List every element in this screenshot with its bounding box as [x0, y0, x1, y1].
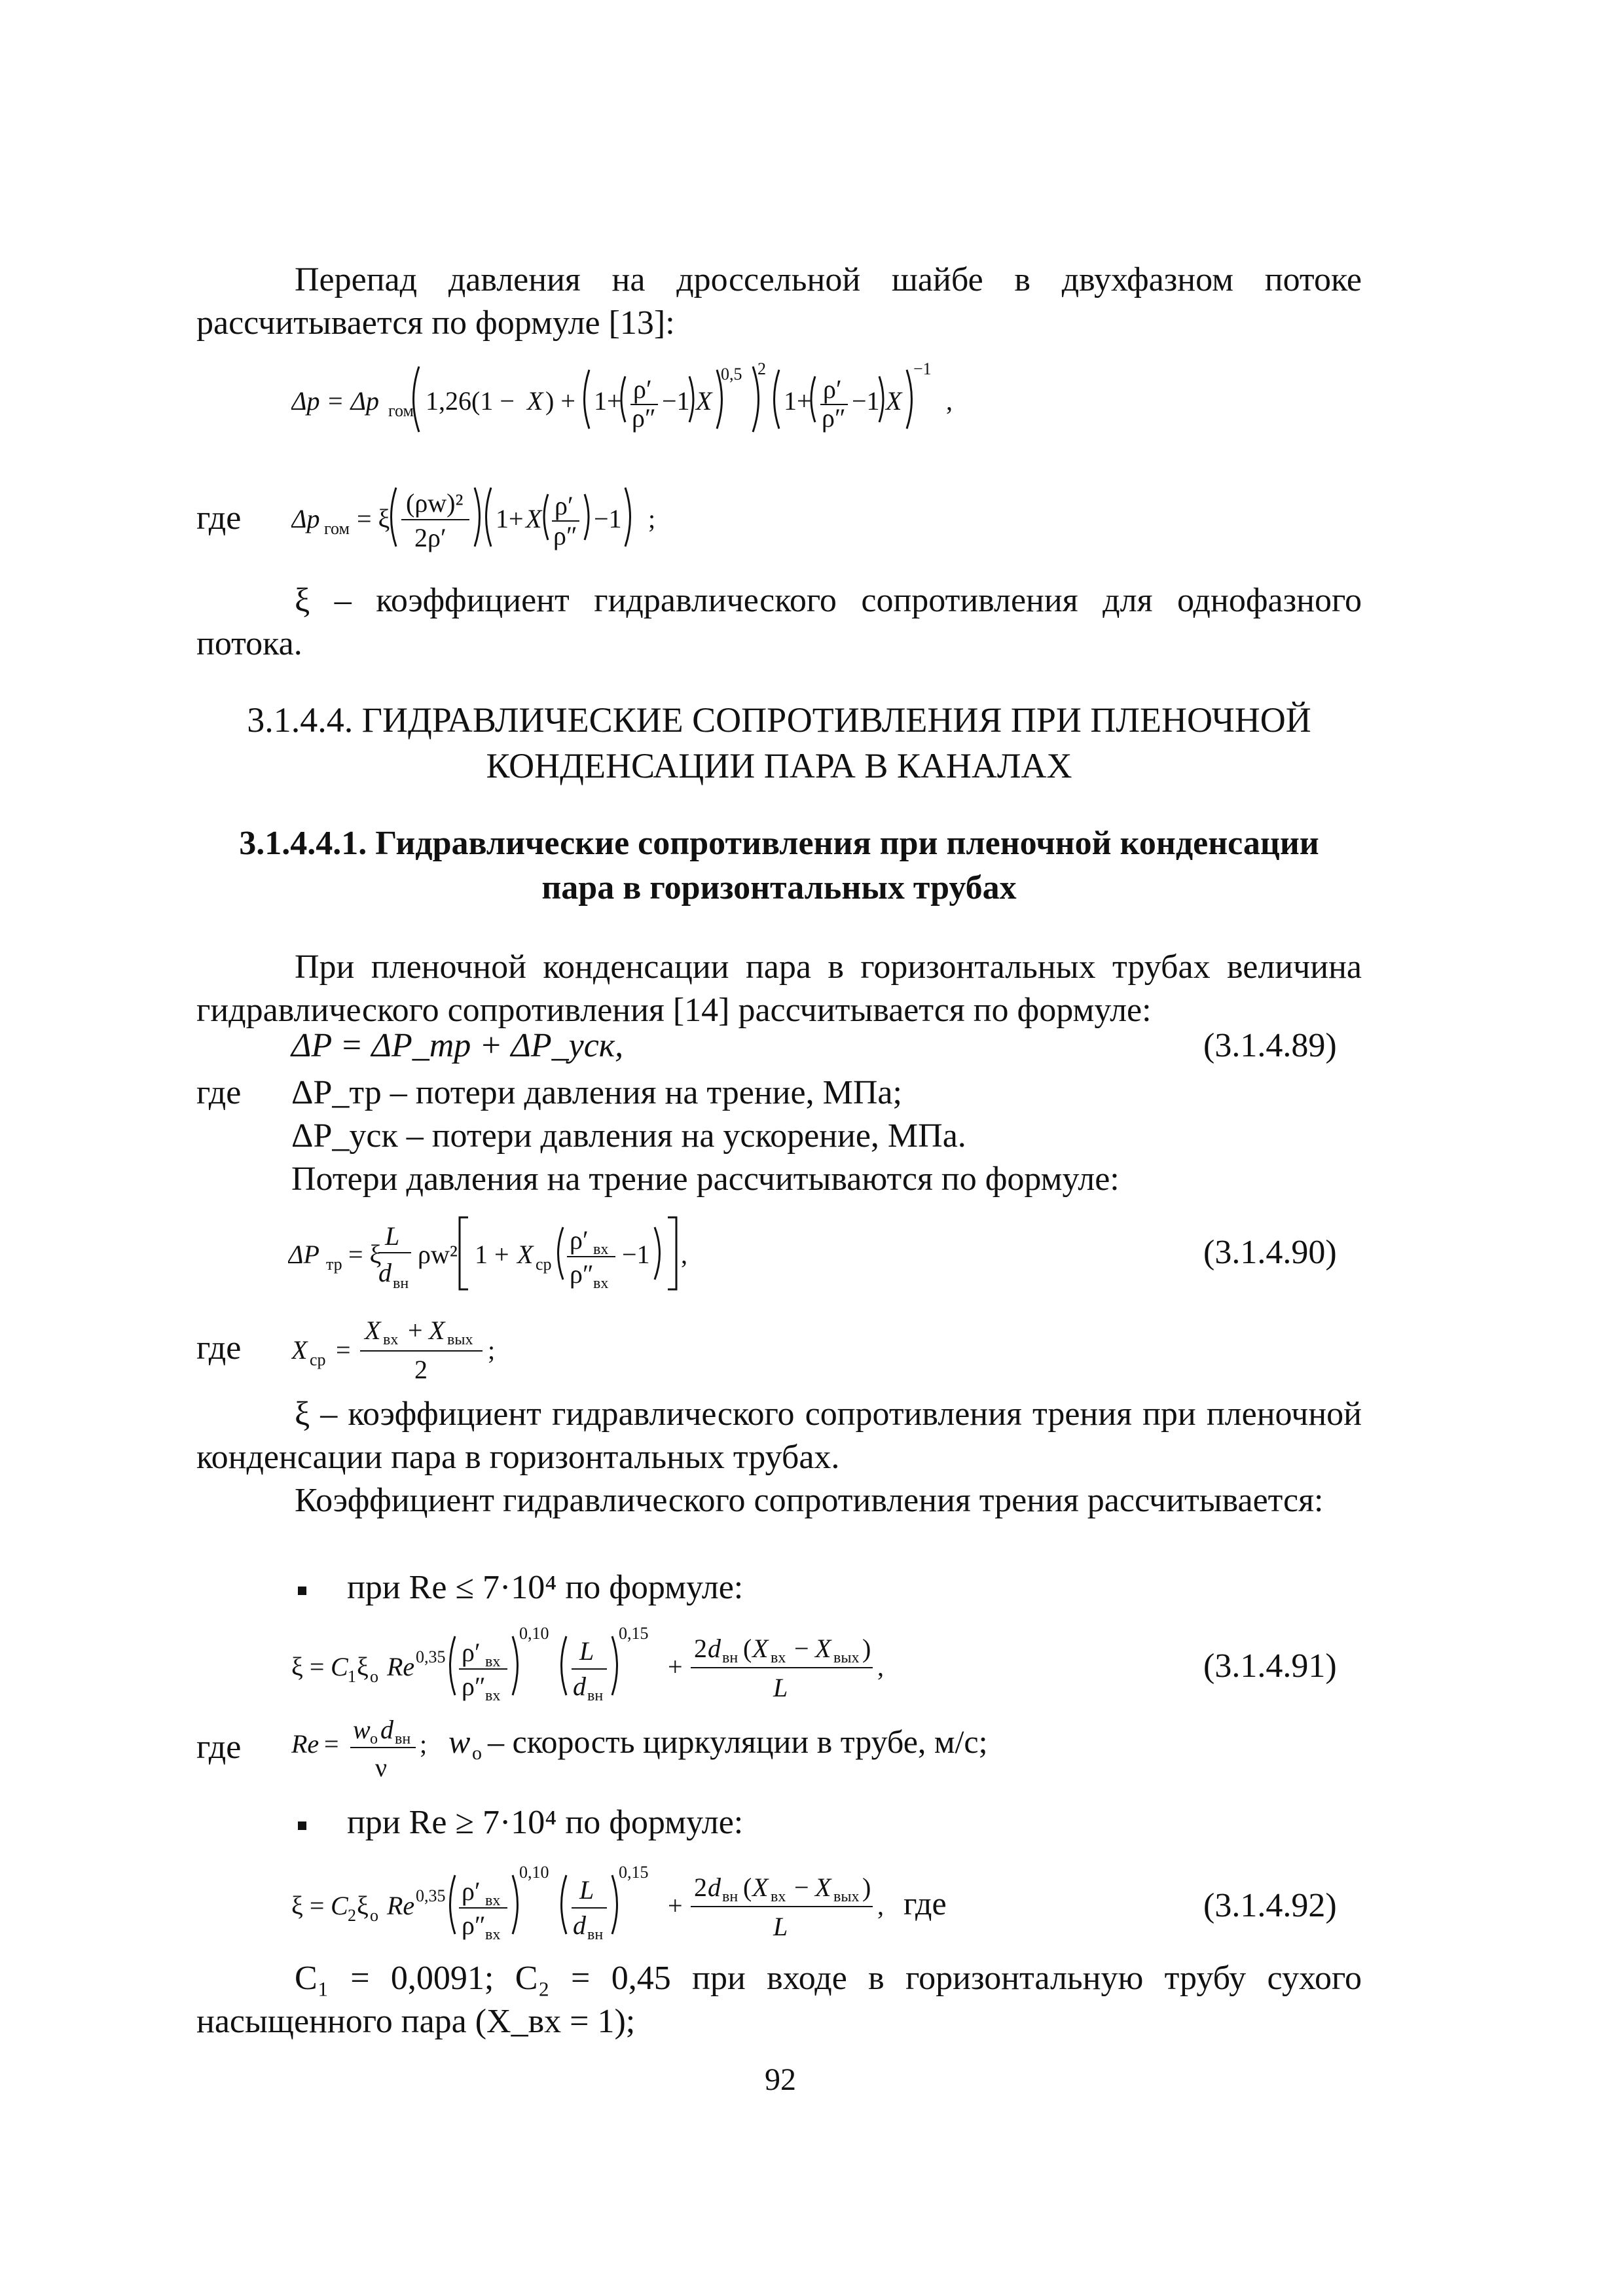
svg-text:L: L — [579, 1636, 594, 1666]
svg-text:(: ( — [743, 1873, 752, 1902]
formula-x-sr — [291, 1302, 619, 1394]
equation-90 — [288, 1204, 786, 1302]
svg-text:,: , — [877, 1891, 884, 1920]
svg-text:ρw²: ρw² — [418, 1240, 458, 1269]
definition-usk: ΔP_уск – потери давления на ускорение, МПа. — [291, 1117, 966, 1155]
equation-90-number: (3.1.4.90) — [1203, 1234, 1337, 1271]
svg-text:вх: вх — [593, 1275, 609, 1292]
xi-definition-text: ξ – коэффициент гидравлического сопротивления для однофазного потока. — [196, 582, 1362, 662]
svg-text:): ) — [862, 1873, 871, 1902]
svg-text:ν: ν — [375, 1753, 388, 1782]
svg-text:(ρw)²: (ρw)² — [406, 488, 464, 518]
svg-text:ξ: ξ — [357, 1891, 369, 1920]
paragraph-2 — [196, 946, 1362, 1032]
svg-text:X: X — [517, 1240, 534, 1269]
svg-text:вх: вх — [485, 1687, 501, 1704]
svg-text:=: = — [336, 1335, 351, 1365]
definition-tr: ΔP_тр – потери давления на трение, МПа; — [291, 1074, 902, 1111]
svg-text:ρ′: ρ′ — [633, 374, 652, 404]
svg-text:+: + — [408, 1316, 423, 1345]
svg-text:L: L — [579, 1875, 594, 1905]
svg-text:,: , — [877, 1652, 884, 1681]
svg-text:2: 2 — [694, 1634, 707, 1663]
svg-text:ρ″: ρ″ — [632, 403, 656, 433]
svg-text:X: X — [291, 1335, 308, 1365]
gde-label-1: где — [196, 499, 242, 537]
subsection-heading — [196, 821, 1362, 910]
paragraph-3: Потери давления на трение рассчитываются по формуле: — [291, 1160, 1120, 1198]
svg-text:+: + — [668, 1891, 683, 1920]
intro-text: Перепад давления на дроссельной шайбе в двухфазном потоке рассчитывается по формуле [13]: — [196, 261, 1362, 342]
svg-text:– скорость циркуляции в трубе,: – скорость циркуляции в трубе, м/с; — [488, 1723, 988, 1760]
svg-text:+: + — [668, 1652, 683, 1681]
svg-text:Δp = Δp: Δp = Δp — [291, 386, 379, 416]
paragraph-2-text: При пленочной конденсации пара в горизонтальных трубах величина гидравлического сопротивления [14] рассчитывается по формуле: — [196, 948, 1362, 1029]
paragraph-4 — [196, 1479, 1362, 1522]
xi-definition — [196, 579, 1362, 666]
xi-definition-2 — [196, 1393, 1362, 1479]
svg-text:1+: 1+ — [594, 386, 622, 416]
svg-text:−: − — [794, 1873, 809, 1902]
svg-text:d: d — [378, 1258, 392, 1287]
svg-text:C: C — [331, 1652, 348, 1681]
equation-91-number: (3.1.4.91) — [1203, 1647, 1337, 1685]
svg-text:1+: 1+ — [496, 504, 524, 533]
bullet-1 — [298, 1587, 306, 1595]
svg-text:−1: −1 — [662, 386, 690, 416]
svg-text:;: ; — [648, 504, 656, 533]
svg-text:1,26(1 −: 1,26(1 − — [426, 386, 515, 416]
svg-text:d: d — [708, 1634, 721, 1663]
svg-text:ξ =: ξ = — [291, 1891, 325, 1920]
formula-dp — [291, 353, 1142, 445]
formula-dp-gom — [291, 471, 750, 563]
bullet-2-text: при Re ≥ 7·10⁴ по формуле: — [347, 1804, 744, 1841]
svg-text:гом: гом — [324, 519, 350, 538]
svg-text:вх: вх — [771, 1649, 786, 1666]
svg-text:−: − — [794, 1634, 809, 1663]
gde-label-4: где — [196, 1729, 242, 1766]
svg-text:ρ″: ρ″ — [462, 1910, 486, 1940]
svg-text:вн: вн — [587, 1926, 604, 1943]
gde-label-2: где — [196, 1074, 242, 1111]
svg-text:o: o — [370, 1731, 378, 1748]
svg-text:0,10: 0,10 — [519, 1863, 549, 1882]
svg-text:X: X — [886, 386, 902, 416]
svg-text:вх: вх — [383, 1331, 399, 1348]
svg-text:ср: ср — [536, 1255, 552, 1274]
svg-text:X: X — [752, 1634, 769, 1663]
svg-text:2: 2 — [414, 1355, 428, 1384]
equation-91-graphic — [291, 1617, 1012, 1715]
svg-text:ρ″: ρ″ — [570, 1259, 594, 1289]
svg-text:X: X — [365, 1316, 381, 1345]
svg-text:Re: Re — [291, 1729, 319, 1759]
equation-89-number: (3.1.4.89) — [1203, 1027, 1337, 1064]
svg-text:0,10: 0,10 — [519, 1624, 549, 1643]
svg-text:вых: вых — [833, 1888, 860, 1905]
svg-text:2ρ′: 2ρ′ — [414, 523, 447, 552]
formula-re-graphic — [291, 1715, 1142, 1787]
subsection-heading-line1: 3.1.4.4.1. Гидравлические сопротивления при пленочной конденсации — [239, 825, 1319, 862]
svg-text:вн: вн — [393, 1275, 409, 1292]
svg-text:вн: вн — [722, 1888, 739, 1905]
svg-text:o: o — [472, 1742, 482, 1764]
intro-paragraph — [196, 259, 1362, 345]
svg-text:w: w — [353, 1715, 371, 1744]
svg-text:): ) — [862, 1634, 871, 1663]
formula-x-sr-graphic — [291, 1302, 619, 1394]
svg-text:вых: вых — [833, 1649, 860, 1666]
svg-text:2: 2 — [694, 1873, 707, 1902]
page-number: 92 — [765, 2062, 796, 2097]
svg-text:X: X — [752, 1873, 769, 1902]
subsection-heading-line2: пара в горизонтальных трубах — [541, 869, 1017, 906]
svg-text:X: X — [696, 386, 712, 416]
svg-text:ξ: ξ — [357, 1652, 369, 1681]
svg-text:Re: Re — [387, 1891, 415, 1920]
svg-text:0,35: 0,35 — [416, 1886, 446, 1905]
formula-dp-graphic — [291, 353, 1142, 445]
svg-text:L: L — [385, 1221, 400, 1251]
svg-text:где: где — [903, 1885, 947, 1922]
xi-definition-2-text: ξ – коэффициент гидравлического сопротивления трения при пленочной конденсации пара в горизонтальных трубах. — [196, 1395, 1362, 1476]
svg-text:X: X — [815, 1873, 831, 1902]
svg-text:d: d — [708, 1873, 721, 1902]
svg-text:= ξ: = ξ — [348, 1240, 382, 1269]
bullet-2 — [298, 1821, 306, 1830]
svg-text:ρ′: ρ′ — [570, 1225, 589, 1255]
svg-text:Re: Re — [387, 1652, 415, 1681]
svg-text:вн: вн — [395, 1731, 411, 1748]
svg-text:,: , — [681, 1240, 687, 1269]
svg-text:вн: вн — [587, 1687, 604, 1704]
svg-text:1 +: 1 + — [475, 1240, 509, 1269]
svg-text:−1: −1 — [852, 386, 880, 416]
svg-text:X: X — [429, 1316, 445, 1345]
svg-text:ρ″: ρ″ — [462, 1672, 486, 1701]
svg-text:вх: вх — [485, 1653, 501, 1670]
svg-text:ρ′: ρ′ — [823, 374, 842, 404]
svg-text:вых: вых — [447, 1331, 473, 1348]
svg-text:=: = — [324, 1729, 339, 1759]
svg-text:d: d — [380, 1715, 393, 1744]
svg-text:−1: −1 — [594, 504, 622, 533]
equation-92 — [291, 1856, 1077, 1954]
svg-text:−1: −1 — [622, 1240, 650, 1269]
svg-text:0,5: 0,5 — [721, 365, 742, 384]
svg-text:ΔP: ΔP — [288, 1240, 319, 1269]
paragraph-last-text: C₁ = 0,0091; C₂ = 0,45 при входе в горизонтальную трубу сухого насыщенного пара (X_вх = 1); — [196, 1960, 1362, 2040]
equation-91 — [291, 1617, 1012, 1715]
paragraph-4-text: Коэффициент гидравлического сопротивления трения рассчитывается: — [295, 1482, 1324, 1519]
svg-text:) +: ) + — [545, 386, 575, 416]
svg-text:;: ; — [420, 1729, 428, 1759]
svg-text:вн: вн — [722, 1649, 739, 1666]
section-heading-line1: 3.1.4.4. ГИДРАВЛИЧЕСКИЕ СОПРОТИВЛЕНИЯ ПРИ ПЛЕНОЧНОЙ — [247, 700, 1311, 740]
svg-text:L: L — [773, 1673, 788, 1702]
svg-text:o: o — [370, 1906, 378, 1925]
svg-text:1: 1 — [348, 1667, 356, 1686]
svg-text:X: X — [815, 1634, 831, 1663]
equation-92-graphic — [291, 1856, 1077, 1954]
svg-text:−1: −1 — [913, 359, 932, 378]
section-heading-line2: КОНДЕНСАЦИИ ПАРА В КАНАЛАХ — [486, 746, 1072, 785]
gde-label-3: где — [196, 1329, 242, 1367]
equation-89-formula: ΔP = ΔP_тр + ΔP_уск, — [291, 1027, 624, 1064]
svg-text:;: ; — [488, 1335, 496, 1365]
svg-text:= ξ: = ξ — [357, 504, 390, 533]
svg-text:C: C — [331, 1891, 348, 1920]
svg-text:ρ′: ρ′ — [462, 1876, 481, 1906]
equation-89 — [291, 1026, 623, 1065]
svg-text:,: , — [946, 386, 953, 416]
svg-text:вх: вх — [485, 1892, 501, 1909]
svg-text:ρ′: ρ′ — [555, 491, 574, 520]
svg-text:ρ″: ρ″ — [822, 403, 846, 433]
svg-text:d: d — [573, 1910, 586, 1940]
svg-text:вх: вх — [593, 1241, 609, 1258]
svg-text:X: X — [526, 504, 542, 533]
svg-text:L: L — [773, 1912, 788, 1941]
equation-92-number: (3.1.4.92) — [1203, 1887, 1337, 1924]
svg-text:w: w — [448, 1723, 471, 1760]
svg-text:0,15: 0,15 — [619, 1624, 649, 1643]
svg-text:2: 2 — [348, 1906, 356, 1925]
svg-text:гом: гом — [388, 401, 414, 420]
equation-90-graphic — [288, 1204, 786, 1302]
svg-text:ср: ср — [310, 1350, 326, 1369]
svg-text:0,35: 0,35 — [416, 1647, 446, 1666]
svg-text:Δp: Δp — [291, 504, 320, 533]
svg-text:вх: вх — [485, 1926, 501, 1943]
svg-text:ξ =: ξ = — [291, 1652, 325, 1681]
svg-text:1+: 1+ — [784, 386, 812, 416]
svg-text:ρ″: ρ″ — [553, 521, 577, 550]
paragraph-last — [196, 1957, 1362, 2043]
svg-text:o: o — [370, 1667, 378, 1686]
formula-dp-gom-graphic — [291, 471, 750, 563]
bullet-1-text: при Re ≤ 7·10⁴ по формуле: — [347, 1569, 744, 1606]
svg-text:вх: вх — [771, 1888, 786, 1905]
svg-text:d: d — [573, 1672, 586, 1701]
formula-re — [291, 1715, 1142, 1787]
svg-text:0,15: 0,15 — [619, 1863, 649, 1882]
svg-text:2: 2 — [757, 359, 766, 378]
svg-text:ρ′: ρ′ — [462, 1638, 481, 1667]
section-heading — [196, 697, 1362, 789]
svg-text:(: ( — [743, 1634, 752, 1663]
svg-text:X: X — [527, 386, 543, 416]
svg-text:тр: тр — [326, 1255, 342, 1274]
